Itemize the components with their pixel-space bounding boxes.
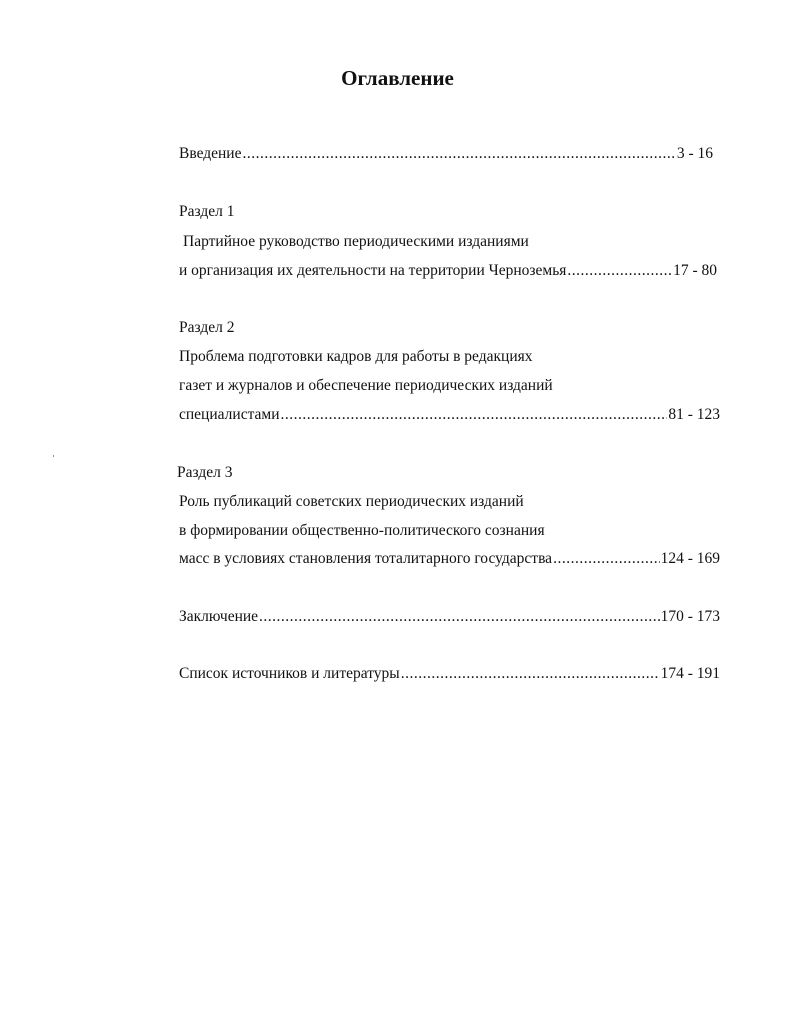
toc-entry-bibliography bbox=[179, 664, 720, 684]
section-3-line-2: в формировании общественно-политического сознания bbox=[179, 522, 545, 539]
entry-label: масс в условиях становления тоталитарного государства bbox=[179, 550, 553, 567]
entry-label: специалистами bbox=[179, 406, 280, 423]
section-heading-2: Раздел 2 bbox=[179, 319, 235, 336]
section-2-line-1: Проблема подготовки кадров для работы в редакциях bbox=[179, 348, 533, 365]
dot-leader bbox=[259, 607, 660, 627]
toc-entry-intro bbox=[179, 144, 713, 164]
entry-label: Список источников и литературы bbox=[179, 665, 400, 682]
dot-leader bbox=[553, 549, 660, 569]
section-2-line-2: газет и журналов и обеспечение периодических изданий bbox=[179, 377, 553, 394]
entry-pages: 174 - 191 bbox=[660, 665, 720, 682]
entry-label: и организация их деятельности на территории Черноземья bbox=[179, 262, 567, 279]
entry-pages: 170 - 173 bbox=[660, 608, 720, 625]
toc-entry-section-3 bbox=[179, 549, 720, 569]
section-3-line-1: Роль публикаций советских периодических изданий bbox=[179, 493, 524, 510]
toc-entry-conclusion bbox=[179, 607, 720, 627]
section-heading-1: Раздел 1 bbox=[179, 203, 235, 220]
entry-label: Введение bbox=[179, 145, 242, 162]
dot-leader bbox=[281, 405, 668, 425]
dot-leader bbox=[242, 144, 675, 164]
entry-label: Заключение bbox=[179, 608, 259, 625]
entry-pages: 17 - 80 bbox=[673, 262, 717, 279]
dot-leader bbox=[401, 664, 660, 684]
entry-pages: 81 - 123 bbox=[668, 406, 720, 423]
toc-entry-section-1 bbox=[179, 261, 717, 281]
section-heading-3: Раздел 3 bbox=[177, 464, 233, 481]
section-1-line-1: Партийное руководство периодическими изданиями bbox=[183, 233, 529, 250]
toc-entry-section-2 bbox=[179, 405, 720, 425]
entry-pages: 3 - 16 bbox=[676, 145, 713, 162]
page-title: Оглавление bbox=[341, 66, 454, 90]
entry-pages: 124 - 169 bbox=[660, 550, 720, 567]
scan-speck bbox=[53, 455, 54, 457]
dot-leader bbox=[567, 261, 672, 281]
